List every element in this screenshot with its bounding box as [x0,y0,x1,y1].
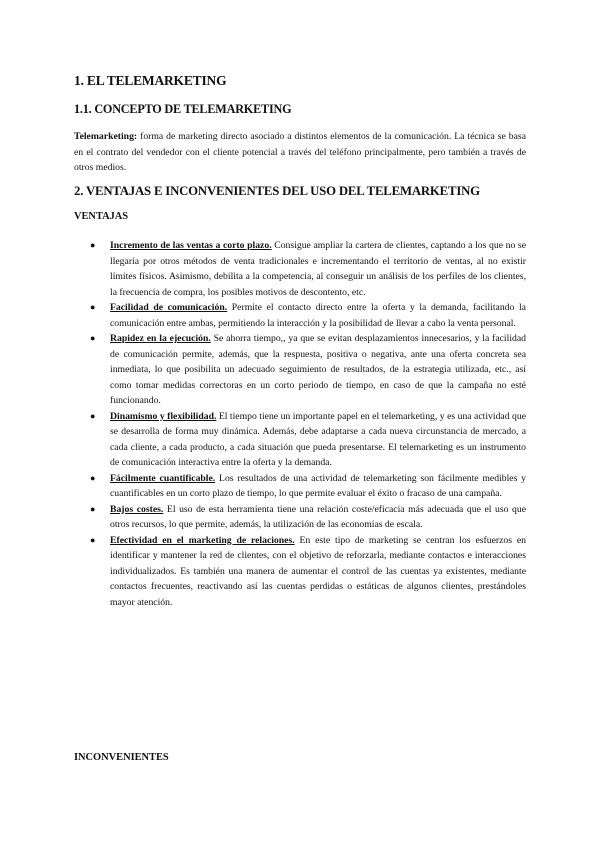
item-lead: Dinamismo y flexibilidad. [110,410,217,422]
list-item [74,502,526,533]
list-item [74,238,526,300]
ventajas-title: VENTAJAS [74,211,129,222]
bullet-icon: ● [90,503,96,514]
bullet-icon: ● [90,302,96,312]
ventajas-list [74,238,526,610]
item-text: Los resultados de una actividad de telemarketing son fácilmente medibles y cuantificables en un corto plazo de tiempo, lo que permite evaluar el éxito o fracaso de una campaña. [110,472,526,499]
item-text: Consigue ampliar la cartera de clientes, captando a los que no se llegaría por otros métodos de venta tradicionales e incrementando el territorio de ventas, al no existir límites físicos. Asimismo, debilita a la competencia, al conseguir un análisis de los perfiles de los clientes, la frecuencia de compra, los posibles motivos de descontento, etc. [110,240,526,298]
item-lead: Incremento de las ventas a corto plazo. [110,240,272,251]
concept-text: forma de marketing directo asociado a distintos elementos de la comunicación. La técnica se basa en el contrato del vendedor con el cliente potencial a través del teléfono principalmente, pero también a través de otros medios. [74,131,526,173]
concept-paragraph [74,129,526,176]
heading-concepto: 1.1. CONCEPTO DE TELEMARKETING [74,102,292,116]
heading-el-telemarketing: 1. EL TELEMARKETING [74,73,227,88]
list-item [74,409,526,471]
bullet-icon: ● [90,240,96,250]
item-lead: Efectividad en el marketing de relaciones. [110,534,295,546]
list-item [74,471,526,502]
bullet-icon: ● [90,472,96,483]
item-text: Se ahorra tiempo,, ya que se evitan desplazamientos innecesarios, y la facilidad de comunicación permite, además, que la respuesta, positiva o negativa, ante una oferta concreta sea inmediata, lo que posibilita un adecuado seguimiento de resultados, de la estrategia utilizada, etc., así como tomar medidas correctoras en un corto periodo de tiempo, en caso de que la campaña no esté funcionando. [110,333,526,406]
list-item [74,533,526,611]
inconvenientes-title: INCONVENIENTES [74,752,169,763]
list-item [74,331,526,409]
bullet-icon: ● [90,333,96,343]
item-lead: Facilidad de comunicación. [110,302,228,313]
item-lead: Bajos costes. [110,503,164,515]
item-lead: Rapidez en la ejecución. [110,333,211,344]
heading-ventajas-inconvenientes: 2. VENTAJAS E INCONVENIENTES DEL USO DEL TELEMARKETING [74,184,480,198]
item-lead: Fácilmente cuantificable. [110,472,216,484]
concept-term: Telemarketing: [74,131,138,142]
item-text: El tiempo tiene un importante papel en el telemarketing, y es una actividad que se desarrolla de forma muy dinámica. Además, debe adaptarse a cada nueva circunstancia de mercado, a cada cliente, a cada producto, a cada situación que pueda presentarse. El telemarketing es un instrumento de comunicación interactiva entre la oferta y la demanda. [110,410,526,468]
item-text: En este tipo de marketing se centran los esfuerzos en identificar y mantener la red de clientes, con el objetivo de reforzarla, mediante contactos e interacciones individualizados. Es también una manera de aumentar el control de las cuentas ya existentes, mediante contactos frecuentes, reactivando así las cuentas perdidas o estáticas de algunos clientes, prestándoles mayor atención. [110,534,527,608]
item-text: Permite el contacto directo entre la oferta y la demanda, facilitando la comunicación entre ambas, permitiendo la interacción y la posibilidad de llevar a cabo la venta personal. [110,302,526,329]
bullet-icon: ● [90,410,96,421]
list-item [74,300,526,331]
item-text: El uso de esta herramienta tiene una relación coste/eficacia más adecuada que el uso que otros recursos, lo que permite, además, la utilización de las economías de escala. [110,503,526,530]
bullet-icon: ● [90,534,96,545]
